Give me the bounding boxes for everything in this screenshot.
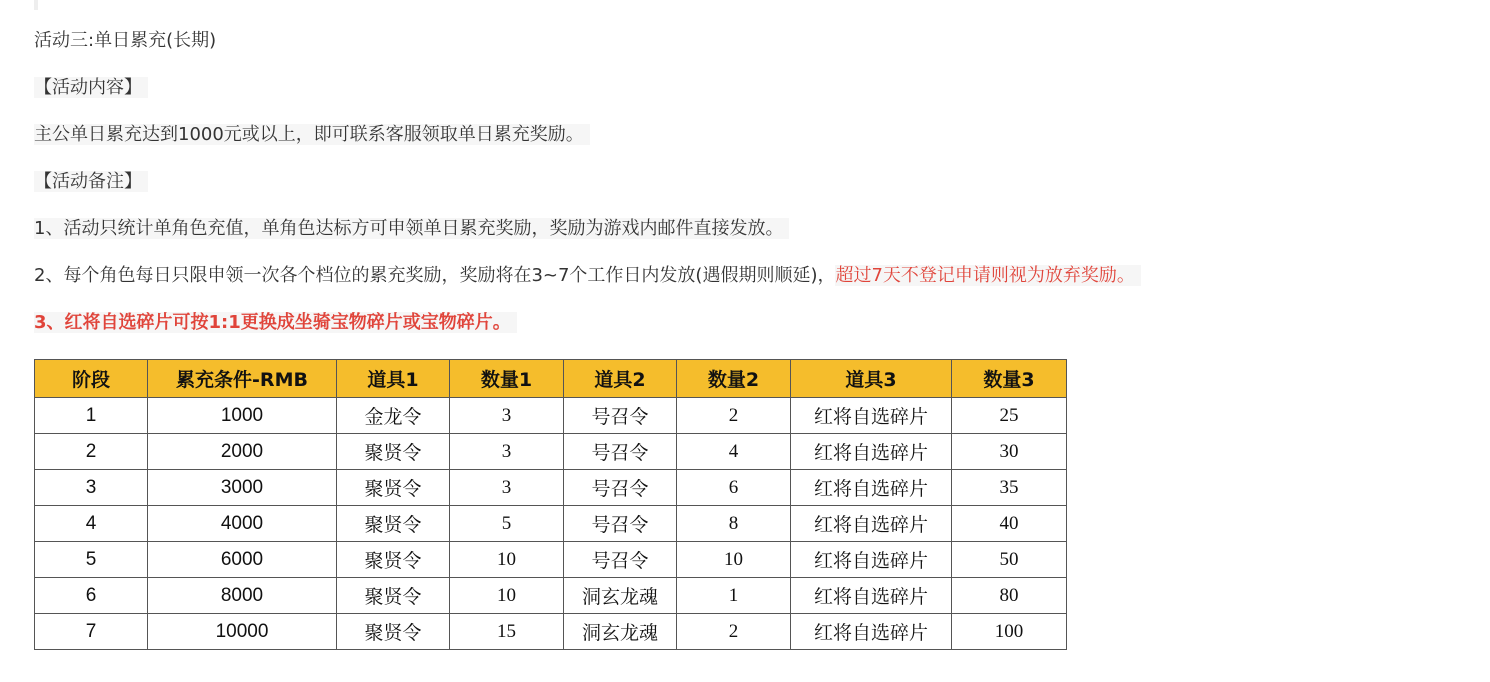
cell-item3: 红将自选碎片 <box>791 614 952 650</box>
cell-stage: 3 <box>35 470 148 506</box>
cell-qty2: 10 <box>677 542 791 578</box>
content-heading-text: 【活动内容】 <box>34 77 148 98</box>
notes-heading-text: 【活动备注】 <box>34 171 148 192</box>
cell-qty3: 25 <box>952 398 1067 434</box>
cell-item1: 聚贤令 <box>337 470 450 506</box>
cell-recharge-condition: 3000 <box>148 470 337 506</box>
event-title <box>34 28 1474 54</box>
cell-item1: 聚贤令 <box>337 614 450 650</box>
note-2-text: 2、每个角色每日只限申领一次各个档位的累充奖励，奖励将在3~7个工作日内发放(遇假期则顺延)， <box>34 265 836 286</box>
cell-item3: 红将自选碎片 <box>791 398 952 434</box>
cell-stage: 4 <box>35 506 148 542</box>
cell-item2: 号召令 <box>564 470 677 506</box>
column-header-item1: 道具1 <box>337 360 450 398</box>
table-row <box>35 434 1067 470</box>
cell-qty2: 1 <box>677 578 791 614</box>
cell-item3: 红将自选碎片 <box>791 470 952 506</box>
column-header-qty1: 数量1 <box>450 360 564 398</box>
cell-qty1: 5 <box>450 506 564 542</box>
table-row <box>35 542 1067 578</box>
cell-item3: 红将自选碎片 <box>791 434 952 470</box>
cell-item3: 红将自选碎片 <box>791 506 952 542</box>
cell-qty1: 15 <box>450 614 564 650</box>
cell-qty1: 3 <box>450 434 564 470</box>
content-heading <box>34 75 1474 101</box>
cell-item1: 聚贤令 <box>337 542 450 578</box>
note-1-text: 1、活动只统计单角色充值，单角色达标方可申领单日累充奖励，奖励为游戏内邮件直接发放。 <box>34 218 789 239</box>
cell-stage: 2 <box>35 434 148 470</box>
top-divider-mark <box>34 0 38 10</box>
cell-qty3: 50 <box>952 542 1067 578</box>
content-description <box>34 122 1474 148</box>
note-2-warning-text: 超过7天不登记申请则视为放弃奖励。 <box>835 265 1140 286</box>
cell-qty2: 4 <box>677 434 791 470</box>
cell-recharge-condition: 2000 <box>148 434 337 470</box>
cell-item2: 号召令 <box>564 398 677 434</box>
notes-heading <box>34 169 1474 195</box>
cell-recharge-condition: 1000 <box>148 398 337 434</box>
column-header-qty3: 数量3 <box>952 360 1067 398</box>
cell-qty2: 2 <box>677 398 791 434</box>
cell-qty1: 10 <box>450 542 564 578</box>
table-row <box>35 470 1067 506</box>
cell-qty3: 100 <box>952 614 1067 650</box>
cell-qty1: 3 <box>450 470 564 506</box>
cell-qty2: 8 <box>677 506 791 542</box>
cell-item1: 金龙令 <box>337 398 450 434</box>
column-header-recharge-condition: 累充条件-RMB <box>148 360 337 398</box>
cell-item1: 聚贤令 <box>337 578 450 614</box>
table-row <box>35 614 1067 650</box>
cell-qty1: 10 <box>450 578 564 614</box>
cell-qty2: 2 <box>677 614 791 650</box>
cell-item2: 号召令 <box>564 542 677 578</box>
cell-qty3: 35 <box>952 470 1067 506</box>
cell-item3: 红将自选碎片 <box>791 542 952 578</box>
table-row <box>35 398 1067 434</box>
column-header-qty2: 数量2 <box>677 360 791 398</box>
table-body <box>35 398 1067 650</box>
note-3 <box>34 310 1474 336</box>
table-row <box>35 506 1067 542</box>
cell-recharge-condition: 8000 <box>148 578 337 614</box>
cell-stage: 7 <box>35 614 148 650</box>
cell-item1: 聚贤令 <box>337 434 450 470</box>
column-header-item3: 道具3 <box>791 360 952 398</box>
cell-item2: 号召令 <box>564 434 677 470</box>
note-1 <box>34 216 1474 242</box>
note-2 <box>34 263 1474 289</box>
reward-table <box>34 359 1067 650</box>
note-3-text: 3、红将自选碎片可按1:1更换成坐骑宝物碎片或宝物碎片。 <box>34 312 517 333</box>
cell-recharge-condition: 6000 <box>148 542 337 578</box>
column-header-item2: 道具2 <box>564 360 677 398</box>
column-header-stage: 阶段 <box>35 360 148 398</box>
cell-recharge-condition: 4000 <box>148 506 337 542</box>
cell-item1: 聚贤令 <box>337 506 450 542</box>
cell-item3: 红将自选碎片 <box>791 578 952 614</box>
table-header-row <box>35 360 1067 398</box>
cell-item2: 号召令 <box>564 506 677 542</box>
table-row <box>35 578 1067 614</box>
cell-stage: 6 <box>35 578 148 614</box>
cell-qty1: 3 <box>450 398 564 434</box>
cell-recharge-condition: 10000 <box>148 614 337 650</box>
cell-qty3: 30 <box>952 434 1067 470</box>
cell-stage: 1 <box>35 398 148 434</box>
cell-qty3: 80 <box>952 578 1067 614</box>
cell-item2: 洞玄龙魂 <box>564 614 677 650</box>
event-title-text: 活动三:单日累充(长期) <box>34 30 217 51</box>
content-description-text: 主公单日累充达到1000元或以上，即可联系客服领取单日累充奖励。 <box>34 124 590 145</box>
cell-stage: 5 <box>35 542 148 578</box>
cell-qty3: 40 <box>952 506 1067 542</box>
article-content <box>34 28 1474 357</box>
cell-item2: 洞玄龙魂 <box>564 578 677 614</box>
cell-qty2: 6 <box>677 470 791 506</box>
